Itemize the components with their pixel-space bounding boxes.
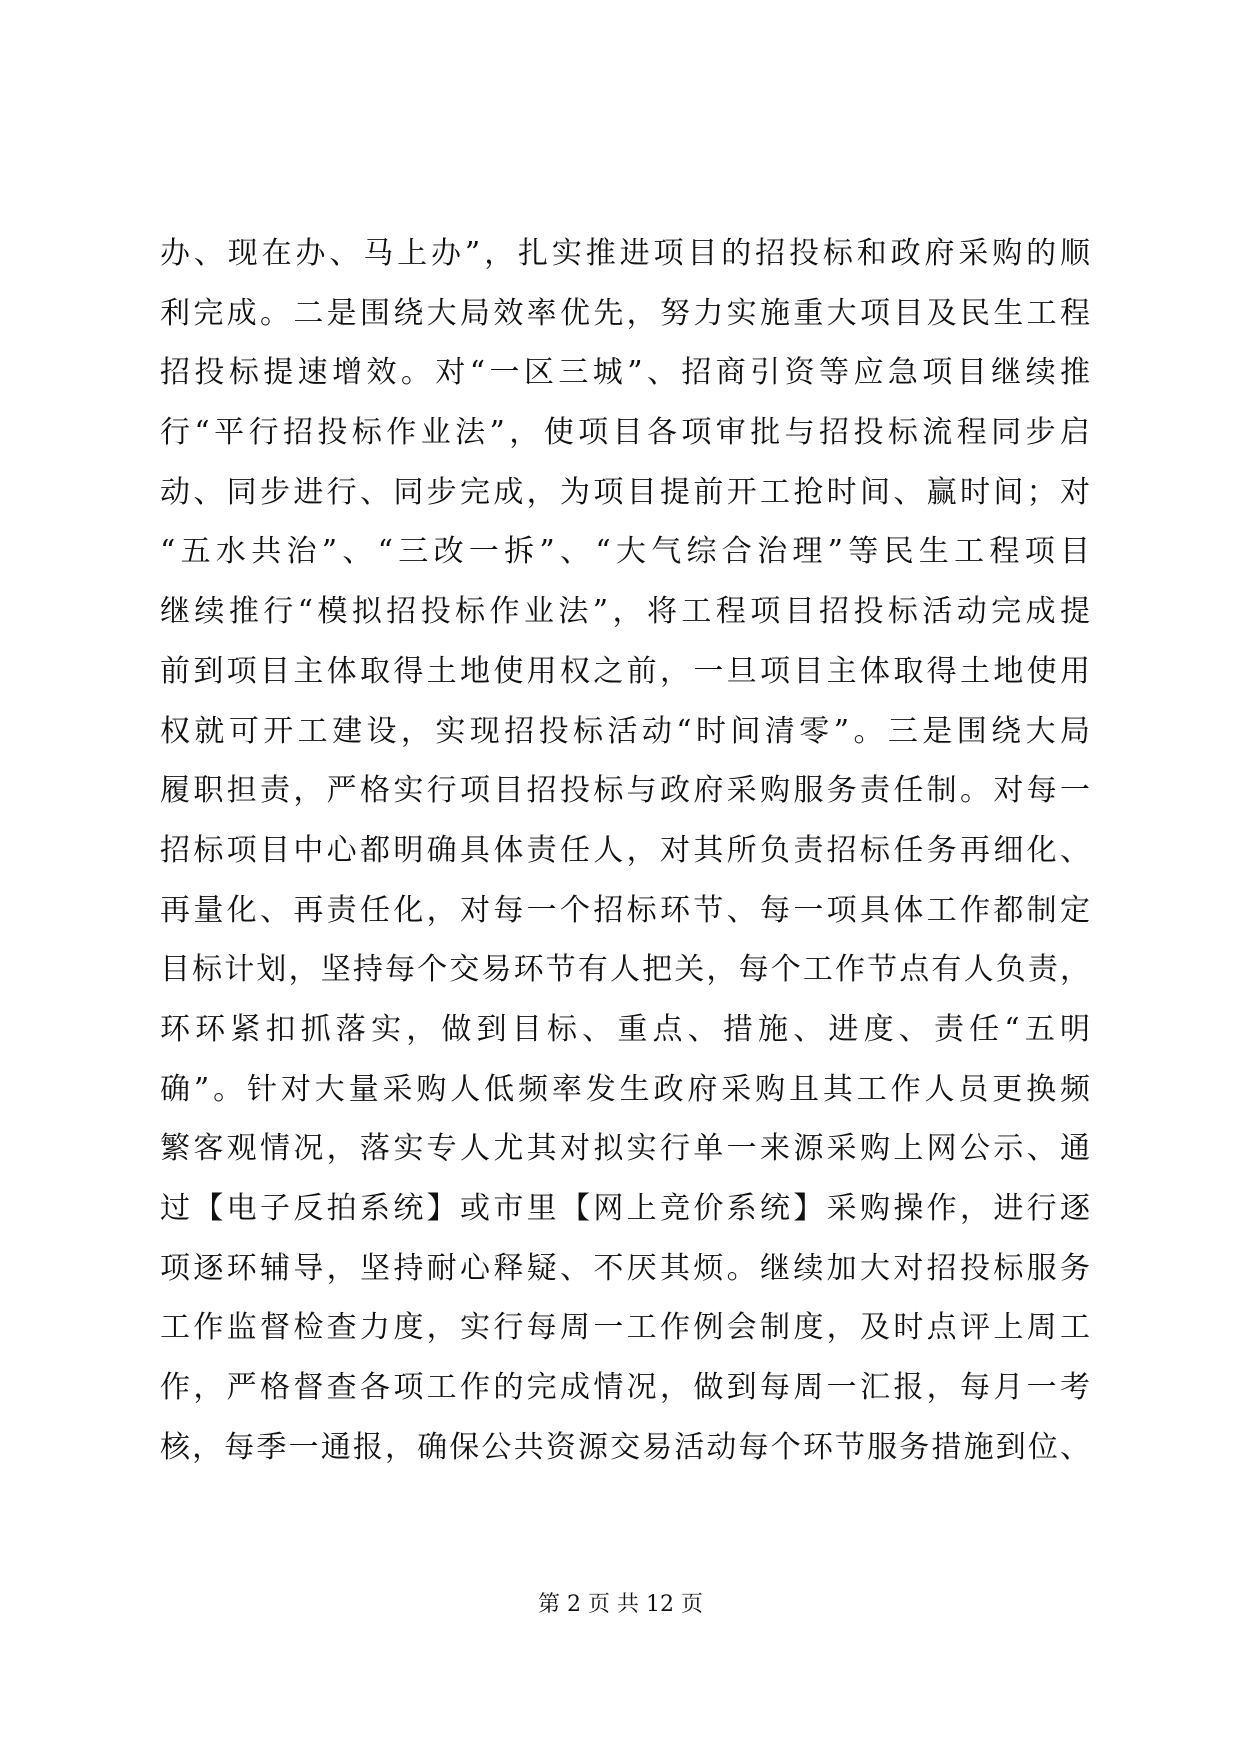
text-line: “五水共治”、“三改一拆”、“大气综合治理”等民生工程项目 xyxy=(160,534,1090,570)
text-line: 前到项目主体取得土地使用权之前，一旦项目主体取得土地使用 xyxy=(160,653,1090,689)
text-line: 动、同步进行、同步完成，为项目提前开工抢时间、赢时间；对 xyxy=(160,474,1090,510)
text-line: 招投标提速增效。对“一区三城”、招商引资等应急项目继续推 xyxy=(160,355,1090,391)
text-line: 工作监督检查力度，实行每周一工作例会制度，及时点评上周工 xyxy=(160,1310,1090,1346)
text-line: 再量化、再责任化，对每一个招标环节、每一项具体工作都制定 xyxy=(160,892,1090,928)
text-line: 行“平行招投标作业法”，使项目各项审批与招投标流程同步启 xyxy=(160,415,1090,451)
text-line: 核，每季一通报，确保公共资源交易活动每个环节服务措施到位、 xyxy=(160,1429,1090,1465)
text-line: 环环紧扣抓落实，做到目标、重点、措施、进度、责任“五明 xyxy=(160,1011,1090,1047)
text-line: 目标计划，坚持每个交易环节有人把关，每个工作节点有人负责， xyxy=(160,952,1090,988)
text-line: 过【电子反拍系统】或市里【网上竞价系统】采购操作，进行逐 xyxy=(160,1191,1090,1226)
text-line: 履职担责，严格实行项目招投标与政府采购服务责任制。对每一 xyxy=(160,773,1090,809)
text-line: 招标项目中心都明确具体责任人，对其所负责招标任务再细化、 xyxy=(160,832,1090,868)
text-line: 确”。针对大量采购人低频率发生政府采购且其工作人员更换频 xyxy=(160,1071,1090,1107)
text-line: 作，严格督查各项工作的完成情况，做到每周一汇报，每月一考 xyxy=(160,1370,1090,1406)
text-line: 项逐环辅导，坚持耐心释疑、不厌其烦。继续加大对招投标服务 xyxy=(160,1250,1090,1286)
body-paragraph xyxy=(160,224,1090,1477)
text-line: 利完成。二是围绕大局效率优先，努力实施重大项目及民生工程 xyxy=(160,295,1090,331)
text-line: 继续推行“模拟招投标作业法”，将工程项目招投标活动完成提 xyxy=(160,594,1090,630)
text-line: 权就可开工建设，实现招投标活动“时间清零”。三是围绕大局 xyxy=(160,713,1090,749)
text-line: 办、现在办、马上办”，扎实推进项目的招投标和政府采购的顺 xyxy=(160,236,1090,271)
text-line: 繁客观情况，落实专人尤其对拟实行单一来源采购上网公示、通 xyxy=(160,1131,1090,1167)
page-footer: 第 2 页 共 12 页 xyxy=(538,1592,703,1617)
